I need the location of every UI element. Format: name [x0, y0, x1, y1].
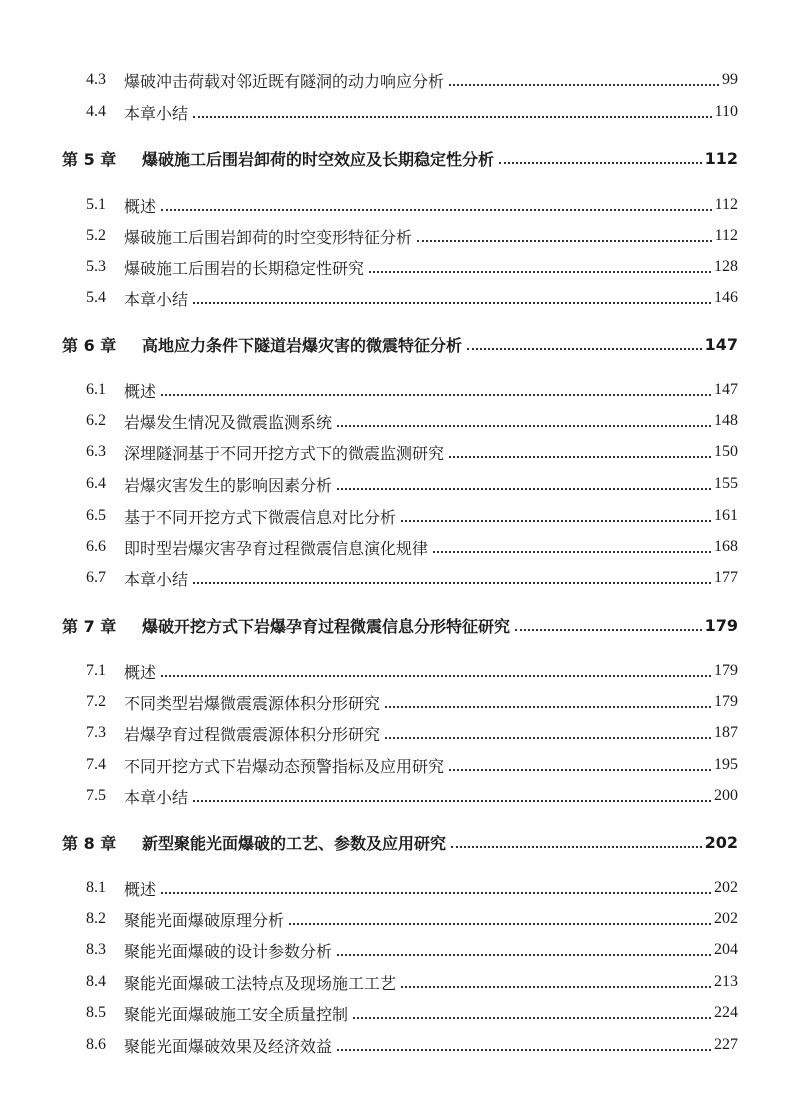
dot-leader	[337, 488, 711, 490]
toc-entry-page: 179	[704, 615, 738, 635]
dot-leader	[161, 209, 712, 211]
toc-entry-page: 213	[714, 973, 738, 990]
toc-entry-page: 112	[714, 196, 738, 213]
toc-entry-number: 7.2	[86, 693, 106, 710]
toc-section-entry	[62, 67, 738, 93]
toc-entry-page: 128	[714, 258, 738, 275]
toc-section-entry	[62, 937, 738, 963]
toc-section-entry	[62, 503, 738, 529]
toc-section-entry	[62, 377, 738, 403]
dot-leader	[193, 800, 711, 802]
dot-leader	[515, 629, 702, 631]
toc-entry-page: 148	[714, 412, 738, 429]
toc-entry-title: 本章小结	[124, 103, 189, 123]
toc-entry-number: 7.5	[86, 787, 106, 804]
toc-chapter-entry	[62, 612, 738, 638]
dot-leader	[161, 892, 711, 894]
toc-entry-number: 6.2	[86, 412, 106, 429]
toc-chapter-entry	[62, 829, 738, 855]
toc-entry-title: 岩爆孕育过程微震震源体积分形研究	[124, 724, 381, 744]
toc-section-entry	[62, 1032, 738, 1058]
toc-entry-title: 即时型岩爆灾害孕育过程微震信息演化规律	[124, 538, 429, 558]
dot-leader	[449, 84, 719, 86]
toc-section-entry	[62, 689, 738, 715]
toc-entry-number: 第 7 章	[62, 616, 117, 636]
toc-entry-page: 147	[714, 381, 738, 398]
toc-entry-page: 204	[714, 941, 738, 958]
toc-entry-page: 150	[714, 443, 738, 460]
toc-entry-title: 爆破冲击荷载对邻近既有隧洞的动力响应分析	[124, 71, 445, 91]
toc-section-entry	[62, 408, 738, 434]
toc-entry-title: 聚能光面爆破效果及经济效益	[124, 1036, 333, 1056]
toc-entry-number: 6.7	[86, 569, 106, 586]
toc-entry-page: 177	[714, 569, 738, 586]
toc-entry-title: 高地应力条件下隧道岩爆灾害的微震特征分析	[142, 335, 463, 355]
toc-entry-title: 聚能光面爆破原理分析	[124, 910, 285, 930]
toc-entry-title: 概述	[124, 662, 157, 682]
toc-entry-page: 110	[714, 103, 738, 120]
toc-entry-number: 6.4	[86, 475, 106, 492]
toc-entry-number: 6.5	[86, 507, 106, 524]
toc-entry-title: 聚能光面爆破工法特点及现场施工工艺	[124, 973, 397, 993]
dot-leader	[467, 348, 702, 350]
toc-entry-number: 8.1	[86, 879, 106, 896]
toc-entry-title: 聚能光面爆破的设计参数分析	[124, 941, 333, 961]
toc-entry-page: 224	[714, 1004, 738, 1021]
toc-section-entry	[62, 906, 738, 932]
toc-entry-title: 聚能光面爆破施工安全质量控制	[124, 1004, 349, 1024]
dot-leader	[385, 737, 711, 739]
toc-entry-number: 4.3	[86, 71, 106, 88]
toc-entry-title: 爆破施工后围岩卸荷的时空效应及长期稳定性分析	[142, 149, 495, 169]
toc-entry-page: 161	[714, 507, 738, 524]
toc-entry-page: 168	[714, 538, 738, 555]
dot-leader	[451, 846, 702, 848]
toc-section-entry	[62, 254, 738, 280]
dot-leader	[433, 551, 711, 553]
toc-entry-title: 爆破开挖方式下岩爆孕育过程微震信息分形特征研究	[142, 616, 511, 636]
dot-leader	[193, 582, 711, 584]
toc-entry-page: 227	[714, 1036, 738, 1053]
toc-entry-page: 187	[714, 724, 738, 741]
toc-entry-page: 112	[714, 227, 738, 244]
toc-entry-number: 8.3	[86, 941, 106, 958]
toc-section-entry	[62, 534, 738, 560]
toc-entry-page: 202	[714, 910, 738, 927]
toc-entry-number: 8.2	[86, 910, 106, 927]
toc-section-entry	[62, 658, 738, 684]
toc-entry-page: 155	[714, 475, 738, 492]
toc-entry-page: 99	[722, 71, 738, 88]
toc-entry-title: 新型聚能光面爆破的工艺、参数及应用研究	[142, 833, 447, 853]
toc-entry-page: 146	[714, 289, 738, 306]
toc-entry-title: 概述	[124, 879, 157, 899]
toc-entry-page: 200	[714, 787, 738, 804]
toc-entry-number: 第 6 章	[62, 335, 117, 355]
dot-leader	[449, 769, 711, 771]
toc-section-entry	[62, 565, 738, 591]
toc-entry-number: 5.1	[86, 196, 106, 213]
dot-leader	[385, 706, 711, 708]
toc-entry-page: 202	[704, 832, 738, 852]
toc-entry-page: 179	[714, 662, 738, 679]
dot-leader	[161, 675, 711, 677]
toc-entry-number: 4.4	[86, 103, 106, 120]
toc-chapter-entry	[62, 331, 738, 357]
toc-section-entry	[62, 1000, 738, 1026]
toc-entry-page: 202	[714, 879, 738, 896]
dot-leader	[449, 456, 711, 458]
toc-entry-number: 7.4	[86, 756, 106, 773]
dot-leader	[337, 1049, 711, 1051]
toc-section-entry	[62, 439, 738, 465]
toc-section-entry	[62, 783, 738, 809]
dot-leader	[417, 240, 712, 242]
dot-leader	[161, 394, 711, 396]
toc-section-entry	[62, 875, 738, 901]
toc-entry-title: 岩爆发生情况及微震监测系统	[124, 412, 333, 432]
toc-section-entry	[62, 720, 738, 746]
toc-entry-number: 第 5 章	[62, 149, 117, 169]
dot-leader	[401, 520, 711, 522]
toc-entry-number: 8.6	[86, 1036, 106, 1053]
toc-entry-page: 112	[704, 148, 738, 168]
toc-entry-number: 5.2	[86, 227, 106, 244]
toc-entry-title: 爆破施工后围岩卸荷的时空变形特征分析	[124, 227, 413, 247]
dot-leader	[499, 162, 702, 164]
toc-entry-title: 岩爆灾害发生的影响因素分析	[124, 475, 333, 495]
toc-entry-title: 概述	[124, 196, 157, 216]
toc-entry-page: 179	[714, 693, 738, 710]
toc-entry-number: 8.5	[86, 1004, 106, 1021]
toc-entry-number: 5.4	[86, 289, 106, 306]
toc-entry-title: 基于不同开挖方式下微震信息对比分析	[124, 507, 397, 527]
toc-entry-title: 不同类型岩爆微震震源体积分形研究	[124, 693, 381, 713]
toc-entry-number: 8.4	[86, 973, 106, 990]
toc-entry-page: 195	[714, 756, 738, 773]
toc-entry-number: 7.1	[86, 662, 106, 679]
toc-chapter-entry	[62, 145, 738, 171]
toc-section-entry	[62, 99, 738, 125]
toc-section-entry	[62, 969, 738, 995]
dot-leader	[193, 302, 711, 304]
toc-entry-number: 第 8 章	[62, 833, 117, 853]
toc-entry-number: 6.1	[86, 381, 106, 398]
dot-leader	[289, 923, 711, 925]
toc-entry-title: 本章小结	[124, 787, 189, 807]
toc-entry-page: 147	[704, 334, 738, 354]
toc-entry-title: 爆破施工后围岩的长期稳定性研究	[124, 258, 365, 278]
dot-leader	[337, 954, 711, 956]
toc-section-entry	[62, 752, 738, 778]
toc-section-entry	[62, 192, 738, 218]
dot-leader	[369, 271, 711, 273]
dot-leader	[193, 116, 712, 118]
toc-entry-title: 深埋隧洞基于不同开挖方式下的微震监测研究	[124, 443, 445, 463]
toc-section-entry	[62, 285, 738, 311]
toc-entry-number: 5.3	[86, 258, 106, 275]
toc-entry-number: 7.3	[86, 724, 106, 741]
toc-entry-number: 6.6	[86, 538, 106, 555]
dot-leader	[337, 425, 711, 427]
toc-entry-title: 概述	[124, 381, 157, 401]
toc-section-entry	[62, 471, 738, 497]
toc-entry-number: 6.3	[86, 443, 106, 460]
toc-entry-title: 本章小结	[124, 569, 189, 589]
toc-entry-title: 不同开挖方式下岩爆动态预警指标及应用研究	[124, 756, 445, 776]
dot-leader	[353, 1017, 711, 1019]
toc-section-entry	[62, 223, 738, 249]
toc-entry-title: 本章小结	[124, 289, 189, 309]
dot-leader	[401, 986, 711, 988]
